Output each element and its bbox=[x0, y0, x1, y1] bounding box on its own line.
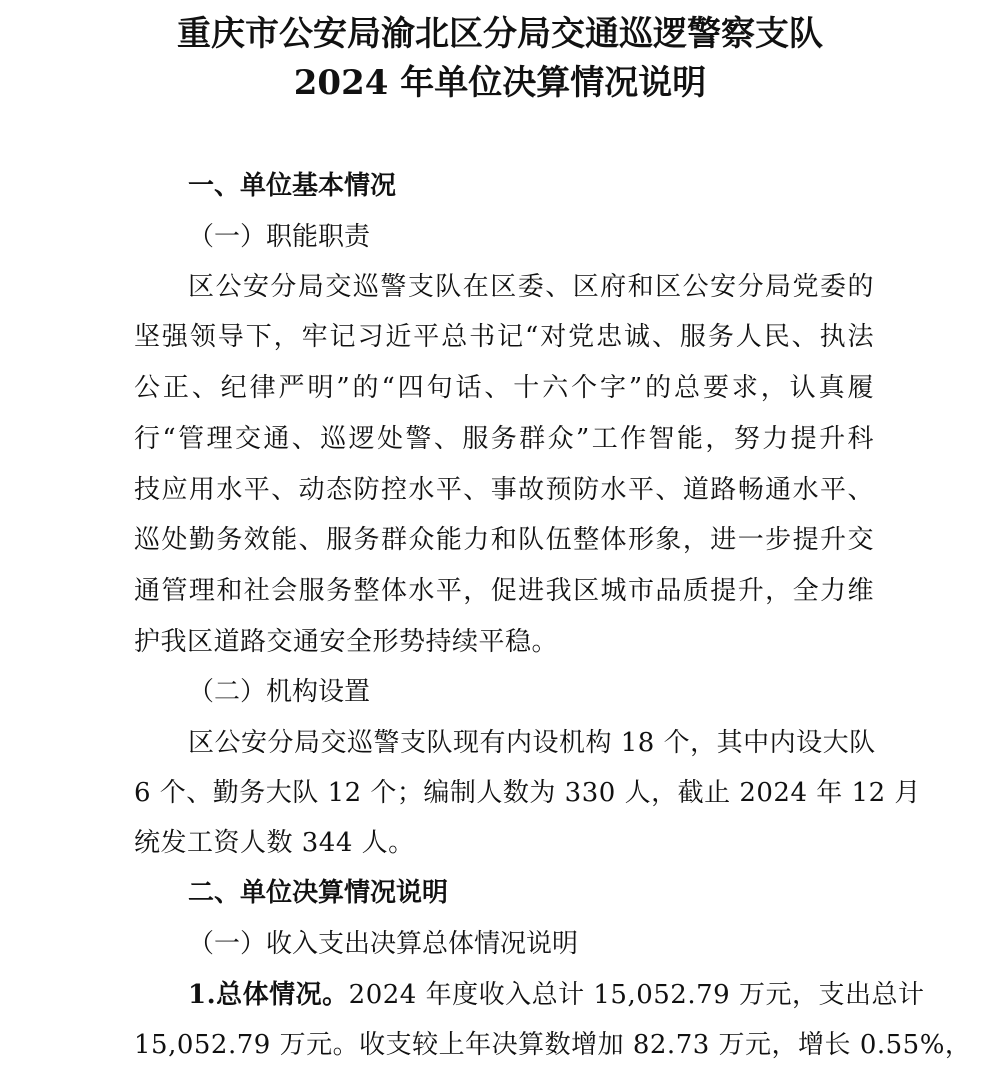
section-1-2-heading: （二）机构设置 bbox=[188, 677, 371, 707]
document-title-line-2: 2024 年单位决算情况说明 bbox=[293, 63, 707, 103]
paragraph-text: 2024 年度收入总计 15,052.79 万元，支出总计 bbox=[348, 980, 925, 1010]
paragraph-line: 区公安分局交巡警支队现有内设机构 18 个，其中内设大队 bbox=[188, 728, 876, 758]
paragraph-line: 技应用水平、动态防控水平、事故预防水平、道路畅通水平、 bbox=[134, 475, 874, 505]
paragraph-line: 区公安分局交巡警支队在区委、区府和区公安分局党委的 bbox=[188, 272, 874, 302]
paragraph-line: 通管理和社会服务整体水平，促进我区城市品质提升，全力维 bbox=[134, 576, 874, 606]
paragraph-line: 巡处勤务效能、服务群众能力和队伍整体形象，进一步提升交 bbox=[134, 525, 874, 555]
paragraph-line: 统发工资人数 344 人。 bbox=[134, 828, 415, 858]
section-1-1-heading: （一）职能职责 bbox=[188, 222, 371, 252]
section-2-heading: 二、单位决算情况说明 bbox=[188, 878, 449, 908]
paragraph-line: 15,052.79 万元。收支较上年决算数增加 82.73 万元，增长 0.55%， bbox=[134, 1030, 972, 1060]
paragraph-line: 坚强领导下，牢记习近平总书记“对党忠诚、服务人民、执法 bbox=[134, 322, 874, 352]
section-2-1-heading: （一）收入支出决算总体情况说明 bbox=[188, 929, 579, 959]
paragraph-line: 护我区道路交通安全形势持续平稳。 bbox=[134, 627, 559, 657]
section-1-heading: 一、单位基本情况 bbox=[188, 171, 397, 201]
paragraph-line: 行“管理交通、巡逻处警、服务群众”工作智能，努力提升科 bbox=[134, 424, 874, 454]
paragraph-line bbox=[188, 978, 925, 1012]
document-title-line-1: 重庆市公安局渝北区分局交通巡逻警察支队 bbox=[177, 14, 823, 54]
paragraph-line: 公正、纪律严明”的“四句话、十六个字”的总要求，认真履 bbox=[134, 373, 874, 403]
paragraph-label: 1.总体情况。 bbox=[188, 980, 349, 1010]
paragraph-line: 6 个、勤务大队 12 个；编制人数为 330 人，截止 2024 年 12 月 bbox=[134, 778, 921, 808]
